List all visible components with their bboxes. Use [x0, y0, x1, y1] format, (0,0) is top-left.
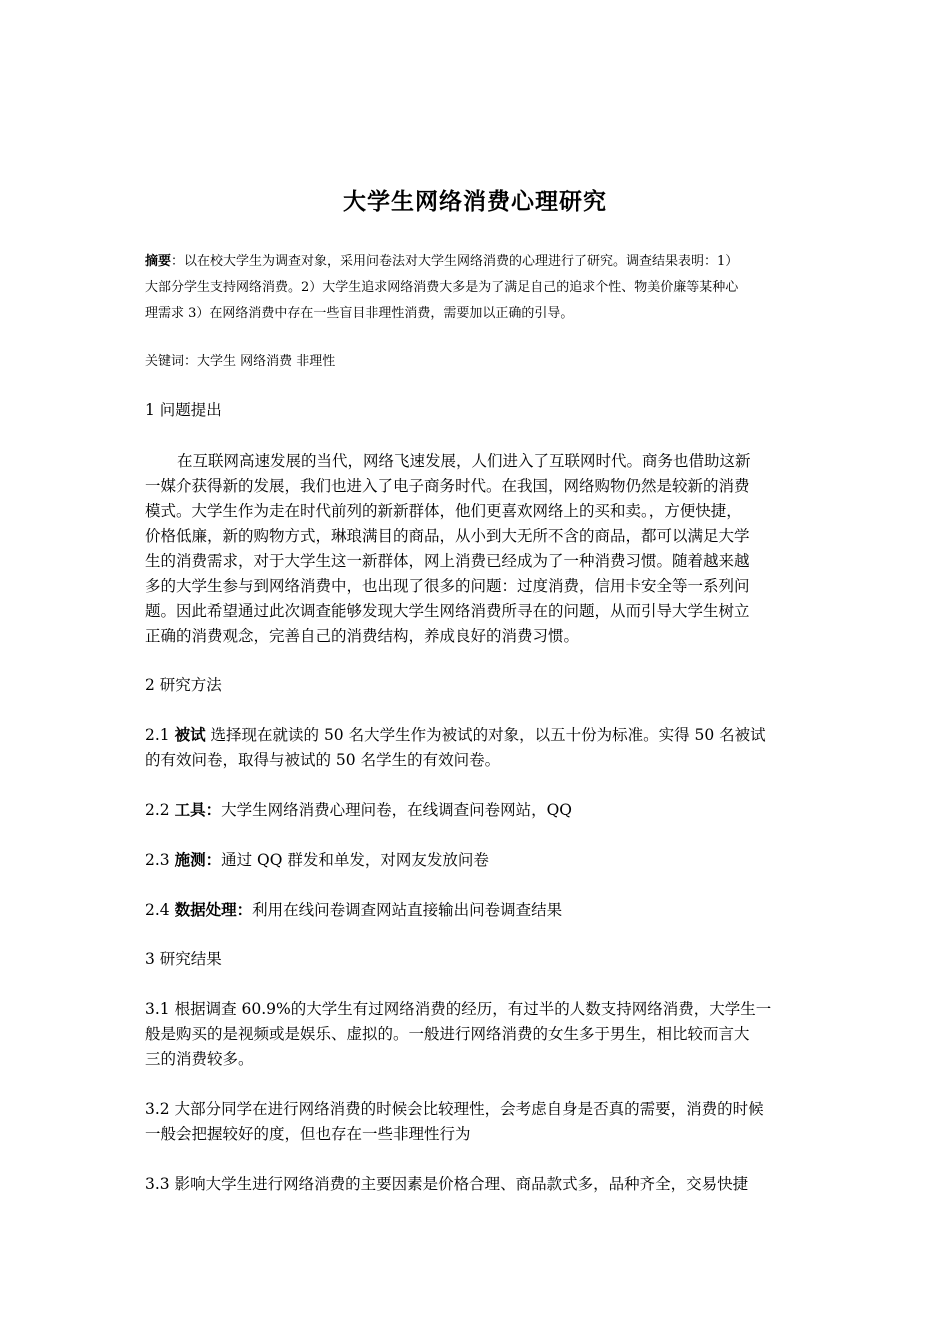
- paragraph-line: 正确的消费观念，完善自己的消费结构，养成良好的消费习惯。: [145, 627, 580, 645]
- paragraph-line: 3.3 影响大学生进行网络消费的主要因素是价格合理、商品款式多，品种齐全，交易快捷: [145, 1175, 749, 1193]
- paragraph-line: 3.2 大部分同学在进行网络消费的时候会比较理性，会考虑自身是否真的需要，消费的时候: [145, 1100, 764, 1118]
- paragraph-line: 生的消费需求，对于大学生这一新群体，网上消费已经成为了一种消费习惯。随着越来越: [145, 552, 750, 570]
- item-label: 被试: [174, 725, 206, 744]
- paragraph-line: 在互联网高速发展的当代，网络飞速发展，人们进入了互联网时代。商务也借助这新: [177, 452, 751, 470]
- paragraph-line: 3.1 根据调查 60.9%的大学生有过网络消费的经历，有过半的人数支持网络消费，大学生一: [145, 1000, 772, 1018]
- paragraph-line: 模式。大学生作为走在时代前列的新新群体，他们更喜欢网络上的买和卖。，方便快捷，: [145, 502, 742, 520]
- paragraph-line: 2.2 工具：大学生网络消费心理问卷，在线调查问卷网站，QQ: [145, 800, 573, 819]
- abstract: [145, 249, 810, 327]
- paragraph-line: 2.4 数据处理：利用在线问卷调查网站直接输出问卷调查结果: [145, 900, 563, 919]
- paragraph-line: 2.1 被试 选择现在就读的 50 名大学生作为被试的对象，以五十份为标准。实得 50 名被试: [145, 725, 766, 744]
- paragraph-line: 题。因此希望通过此次调查能够发现大学生网络消费所寻在的问题，从而引导大学生树立: [145, 602, 750, 620]
- abstract-line: 大部分学生支持网络消费。2）大学生追求网络消费大多是为了满足自己的追求个性、物美价廉等某种心: [145, 280, 739, 295]
- section-2-3: [145, 847, 810, 873]
- paragraph-line: 价格低廉，新的购物方式，琳琅满目的商品，从小到大无所不含的商品，都可以满足大学: [145, 527, 750, 545]
- paragraph-line: 的有效问卷，取得与被试的 50 名学生的有效问卷。: [145, 751, 501, 769]
- paragraph-line: 一媒介获得新的发展，我们也进入了电子商务时代。在我国，网络购物仍然是较新的消费: [145, 477, 750, 495]
- section-2-heading: 2 研究方法: [145, 676, 222, 694]
- paragraph-line: 一般会把握较好的度，但也存在一些非理性行为: [145, 1125, 471, 1143]
- section-3-1: [145, 997, 810, 1072]
- item-label: 工具：: [174, 800, 222, 819]
- paragraph-line: 2.3 施测：通过 QQ 群发和单发，对网友发放问卷: [145, 850, 489, 869]
- abstract-line: 理需求 3）在网络消费中存在一些盲目非理性消费，需要加以正确的引导。: [145, 306, 574, 321]
- paragraph-line: 三的消费较多。: [145, 1050, 254, 1068]
- section-2-1: [145, 722, 810, 773]
- section-2-4: [145, 897, 810, 923]
- section-1-heading: 1 问题提出: [145, 401, 222, 419]
- abstract-label: 摘要: [145, 254, 172, 269]
- section-3-heading: 3 研究结果: [145, 950, 222, 968]
- keywords: 关键词：大学生 网络消费 非理性: [145, 354, 336, 369]
- item-label: 施测：: [174, 850, 222, 869]
- section-3-2: [145, 1097, 810, 1147]
- section-2-2: [145, 797, 810, 823]
- paper-title: 大学生网络消费心理研究: [343, 189, 607, 215]
- paragraph-line: 般是购买的是视频或是娱乐、虚拟的。一般进行网络消费的女生多于男生，相比较而言大: [145, 1025, 750, 1043]
- abstract-line: 摘要：以在校大学生为调查对象，采用问卷法对大学生网络消费的心理进行了研究。调查结果表明：1）: [145, 254, 739, 269]
- item-label: 数据处理：: [174, 900, 253, 919]
- section-3-3: [145, 1172, 810, 1197]
- section-1-paragraph: [145, 449, 810, 649]
- paragraph-line: 多的大学生参与到网络消费中，也出现了很多的问题：过度消费，信用卡安全等一系列问: [145, 577, 750, 595]
